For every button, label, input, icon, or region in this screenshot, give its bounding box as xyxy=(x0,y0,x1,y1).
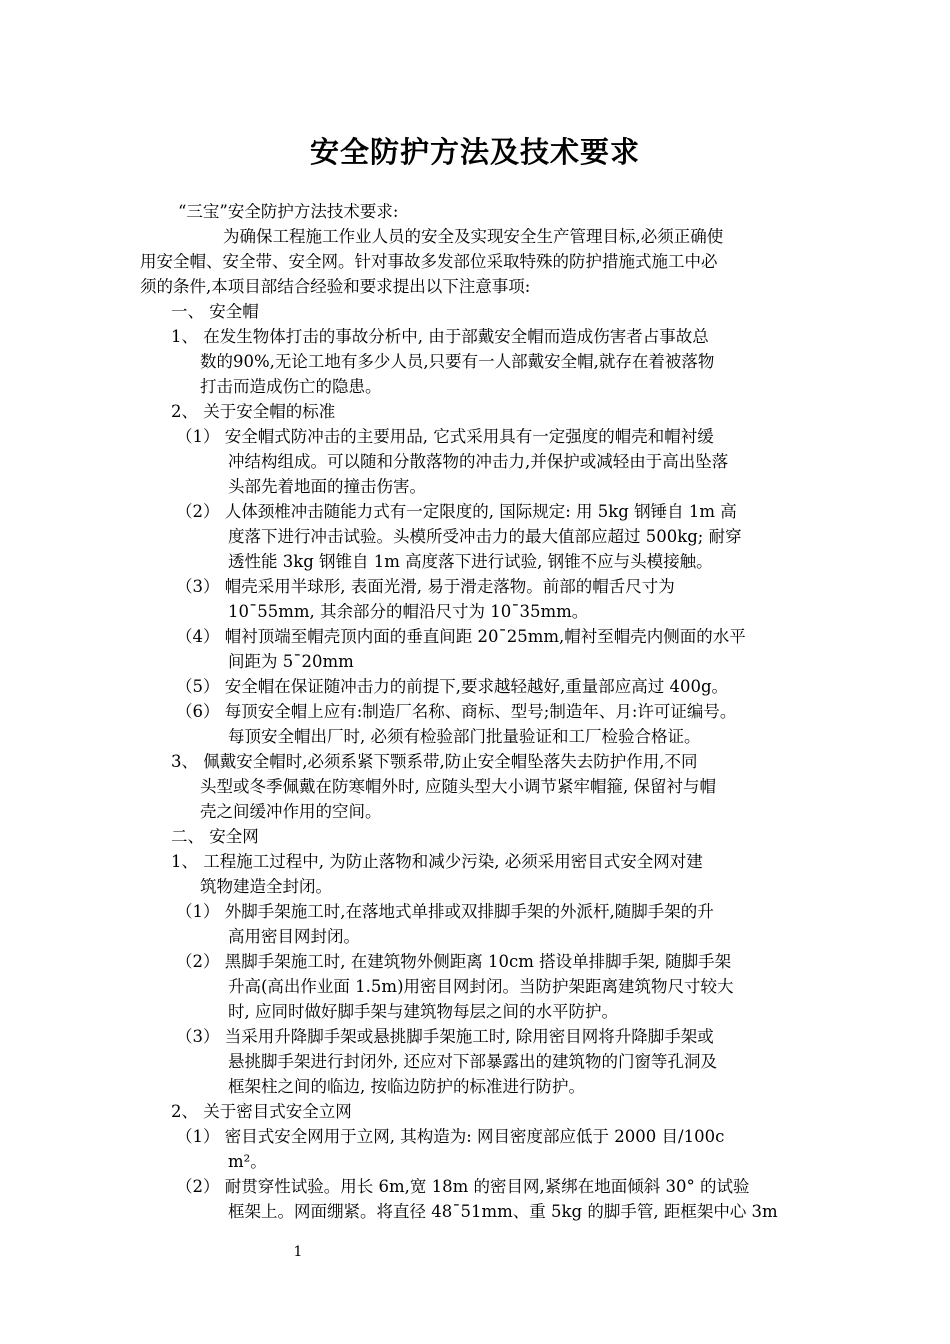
numbered-item: 3、 佩戴安全帽时,必须系紧下颚系带,防止安全帽坠落失去防护作用,不同 xyxy=(171,752,698,771)
sub-item: （1） 密目式安全网用于立网, 其构造为: 网目密度部应低于 2000 目/100c xyxy=(176,1127,725,1146)
sub-item: （3） 当采用升降脚手架或悬挑脚手架施工时, 除用密目网将升降脚手架或 xyxy=(176,1027,714,1046)
document-title: 安全防护方法及技术要求 xyxy=(309,135,640,169)
sub-item-cont: 升高(高出作业面 1.5m)用密目网封闭。当防护架距离建筑物尺寸较大 xyxy=(228,977,734,996)
numbered-item: 2、 关于安全帽的标准 xyxy=(171,402,336,421)
numbered-item-cont: 壳之间缓冲作用的空间。 xyxy=(200,802,382,821)
sub-item-cont: 时, 应同时做好脚手架与建筑物每层之间的水平防护。 xyxy=(228,1002,618,1021)
numbered-item-cont: 打击而造成伤亡的隐患。 xyxy=(200,377,382,396)
intro-line: “三宝”安全防护方法技术要求: xyxy=(178,202,399,221)
sub-item: （3） 帽壳采用半球形, 表面光滑, 易于滑走落物。前部的帽舌尺寸为 xyxy=(176,577,675,596)
numbered-item-cont: 数的90%,无论工地有多少人员,只要有一人部戴安全帽,就存在着被落物 xyxy=(200,352,715,371)
sub-item: （2） 黑脚手架施工时, 在建筑物外侧距离 10cm 搭设单排脚手架, 随脚手架 xyxy=(176,952,732,971)
sub-item-cont: 头部先着地面的撞击伤害。 xyxy=(228,477,426,496)
sub-item-cont: 间距为 5¯20mm xyxy=(228,652,354,671)
sub-item: （4） 帽衬顶端至帽壳顶内面的垂直间距 20¯25mm,帽衬至帽壳内侧面的水平 xyxy=(176,627,746,646)
paragraph-line: 用安全帽、安全带、安全网。针对事故多发部位采取特殊的防护措施式施工中必 xyxy=(140,252,718,271)
sub-item-cont: 框架柱之间的临边, 按临边防护的标准进行防护。 xyxy=(228,1077,585,1096)
sub-item: （5） 安全帽在保证随冲击力的前提下,要求越轻越好,重量部应高过 400g。 xyxy=(176,677,729,696)
sub-item-cont: 框架上。网面绷紧。将直径 48¯51mm、重 5kg 的脚手管, 距框架中心 3m xyxy=(228,1202,778,1221)
numbered-item: 1、 在发生物体打击的事故分析中, 由于部戴安全帽而造成伤害者占事故总 xyxy=(171,327,709,346)
sub-item-cont: 每顶安全帽出厂时, 必须有检验部门批量验证和工厂检验合格证。 xyxy=(228,727,701,746)
sub-item: （2） 人体颈椎冲击随能力式有一定限度的, 国际规定: 用 5kg 钢锤自 1m 高 xyxy=(176,502,737,521)
numbered-item-cont: 头型或冬季佩戴在防寒帽外时, 应随头型大小调节紧牢帽箍, 保留衬与帽 xyxy=(200,777,716,796)
sub-item: （2） 耐贯穿性试验。用长 6m,宽 18m 的密目网,紧绑在地面倾斜 30° 的试验 xyxy=(176,1177,750,1196)
sub-item-cont: 冲结构组成。可以随和分散落物的冲击力,并保护或减轻由于高出坠落 xyxy=(228,452,729,471)
sub-item-cont: 悬挑脚手架进行封闭外, 还应对下部暴露出的建筑物的门窗等孔洞及 xyxy=(228,1052,717,1071)
sub-item-cont: m²。 xyxy=(228,1152,267,1171)
numbered-item: 2、 关于密目式安全立网 xyxy=(171,1102,352,1121)
numbered-item: 1、 工程施工过程中, 为防止落物和减少污染, 必须采用密目式安全网对建 xyxy=(171,852,703,871)
paragraph-line: 须的条件,本项目部结合经验和要求提出以下注意事项: xyxy=(140,277,531,296)
section-heading: 二、 安全网 xyxy=(171,827,259,846)
sub-item-cont: 10¯55mm, 其余部分的帽沿尺寸为 10¯35mm。 xyxy=(228,602,589,621)
page-number: 1 xyxy=(293,1244,303,1260)
sub-item: （1） 安全帽式防冲击的主要用品, 它式采用具有一定强度的帽壳和帽衬缓 xyxy=(176,427,714,446)
sub-item-cont: 高用密目网封闭。 xyxy=(228,927,360,946)
sub-item-cont: 度落下进行冲击试验。头模所受冲击力的最大值部应超过 500kg; 耐穿 xyxy=(228,527,742,546)
sub-item: （1） 外脚手架施工时,在落地式单排或双排脚手架的外派杆,随脚手架的升 xyxy=(176,902,714,921)
sub-item: （6） 每顶安全帽上应有:制造厂名称、商标、型号;制造年、月:许可证编号。 xyxy=(176,702,737,721)
paragraph-line: 为确保工程施工作业人员的安全及实现安全生产管理目标,必须正确使 xyxy=(223,227,724,246)
sub-item-cont: 透性能 3kg 钢锥自 1m 高度落下进行试验, 钢锥不应与头模接触。 xyxy=(228,552,713,571)
numbered-item-cont: 筑物建造全封闭。 xyxy=(200,877,332,896)
section-heading: 一、 安全帽 xyxy=(171,302,259,321)
